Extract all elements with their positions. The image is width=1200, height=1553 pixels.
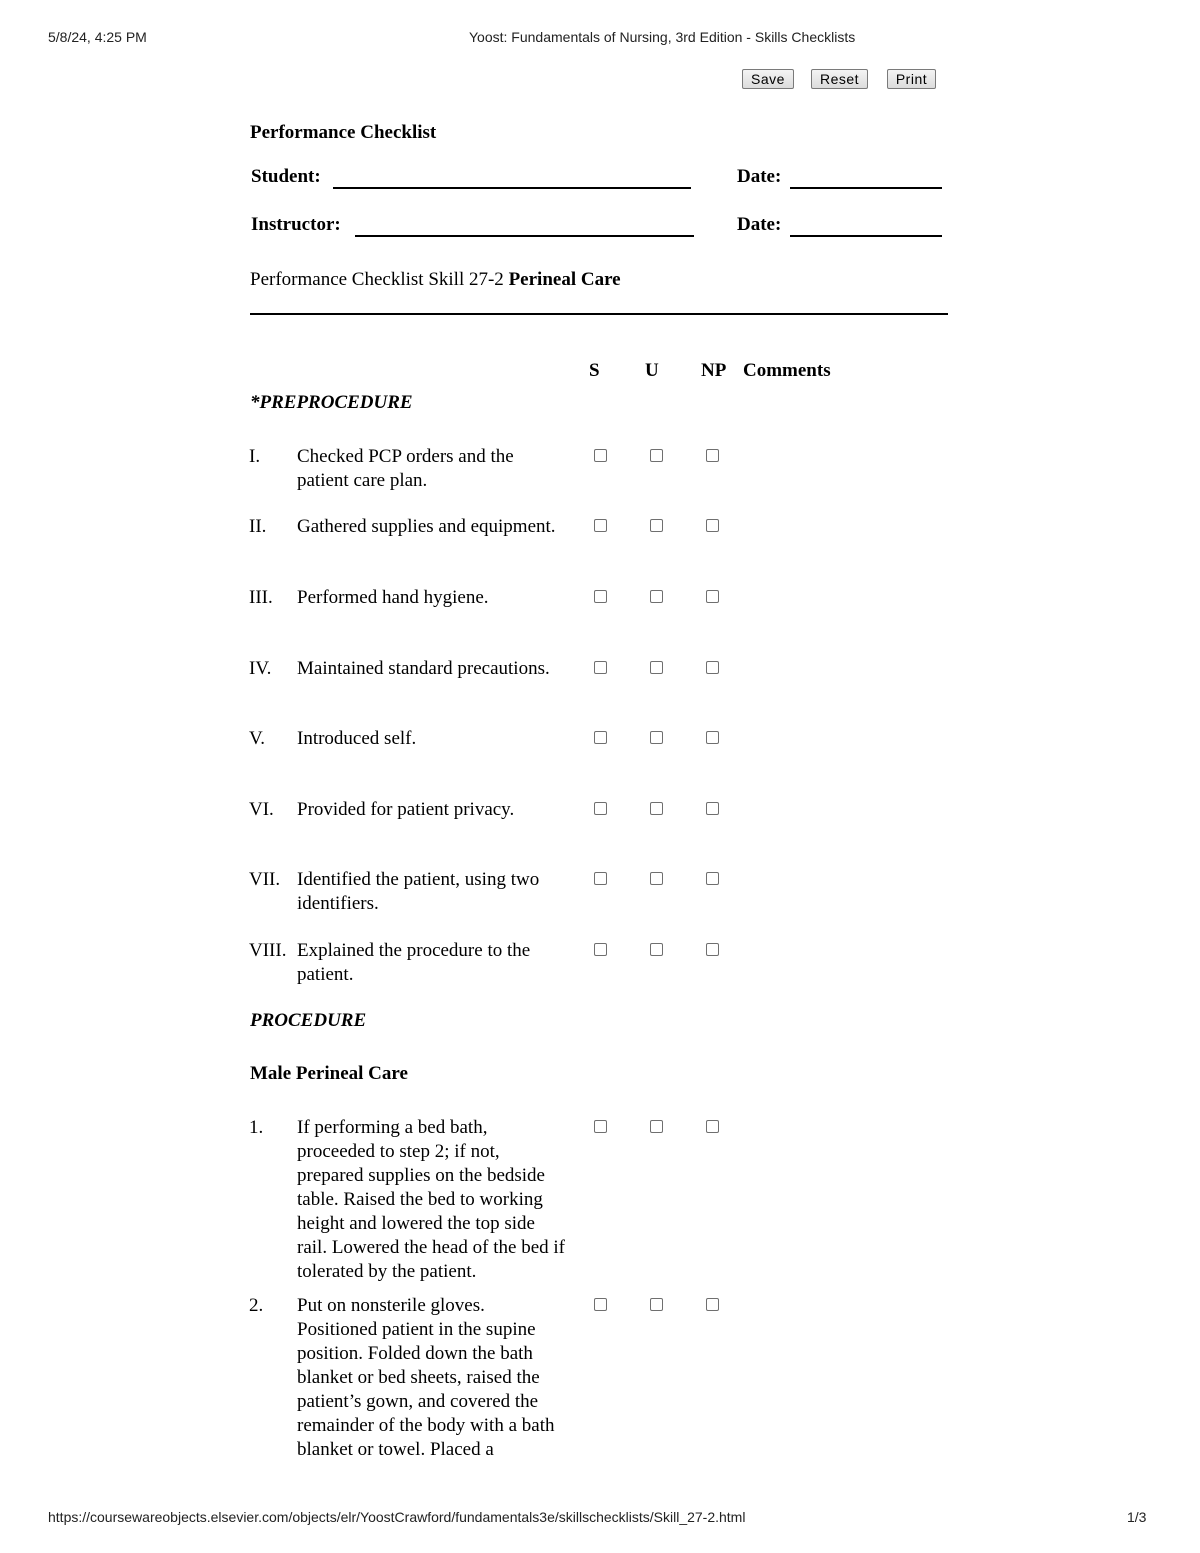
s-checkbox[interactable] [594,872,607,885]
column-np: NP [701,360,727,381]
item-text: Maintained standard precautions. [297,658,550,679]
skill-name: Perineal Care [508,269,621,290]
item-text: If performing a bed bath, proceeded to step 2; if not, prepared supplies on the bedside table. Raised the bed to working height and lowered the top side rail. Lowered the head of the bed if tolerated by the patient. [297,1117,565,1282]
column-s: S [589,360,600,381]
item-text: Gathered supplies and equipment. [297,516,556,537]
reset-button[interactable]: Reset [811,69,868,89]
item-number: III. [249,587,273,608]
np-checkbox[interactable] [706,872,719,885]
item-number: VII. [249,869,281,890]
u-checkbox[interactable] [650,802,663,815]
print-timestamp: 5/8/24, 4:25 PM [48,29,147,45]
item-number: IV. [249,658,272,679]
item-number: VI. [249,799,274,820]
item-text: Put on nonsterile gloves. Positioned patient in the supine position. Folded down the bath blanket or bed sheets, raised the patient’s gown, and covered the remainder of the body with a bath blanket or towel. Placed a [297,1295,555,1460]
item-text: Provided for patient privacy. [297,799,515,820]
section-procedure: PROCEDURE [250,1010,367,1031]
student-date-label: Date: [737,166,782,187]
np-checkbox[interactable] [706,943,719,956]
item-number: I. [249,446,261,467]
item-text: Explained the procedure to the patient. [297,940,531,985]
u-checkbox[interactable] [650,1120,663,1133]
np-checkbox[interactable] [706,519,719,532]
s-checkbox[interactable] [594,1120,607,1133]
np-checkbox[interactable] [706,731,719,744]
np-checkbox[interactable] [706,661,719,674]
np-checkbox[interactable] [706,1120,719,1133]
print-button[interactable]: Print [887,69,936,89]
item-text: Introduced self. [297,728,417,749]
item-number: VIII. [249,940,287,961]
item-number: 1. [249,1117,264,1138]
column-comments: Comments [743,360,831,381]
s-checkbox[interactable] [594,449,607,462]
u-checkbox[interactable] [650,731,663,744]
u-checkbox[interactable] [650,661,663,674]
s-checkbox[interactable] [594,731,607,744]
checklist-title: Performance Checklist [250,122,437,143]
column-u: U [645,360,659,381]
item-number: 2. [249,1295,264,1316]
student-label: Student: [251,166,321,187]
item-text: Performed hand hygiene. [297,587,489,608]
skill-heading [250,269,621,291]
save-button[interactable]: Save [742,69,794,89]
section-preprocedure: *PREPROCEDURE [250,392,413,413]
page-title: Yoost: Fundamentals of Nursing, 3rd Edition - Skills Checklists [469,29,856,45]
item-number: V. [249,728,266,749]
student-date-field[interactable] [790,187,942,189]
skill-prefix: Performance Checklist Skill 27-2 [250,269,504,290]
u-checkbox[interactable] [650,519,663,532]
item-number: II. [249,516,267,537]
item-text: Identified the patient, using two identifiers. [297,869,540,914]
u-checkbox[interactable] [650,590,663,603]
subsection-male-perineal-care: Male Perineal Care [250,1063,408,1084]
np-checkbox[interactable] [706,802,719,815]
np-checkbox[interactable] [706,449,719,462]
np-checkbox[interactable] [706,590,719,603]
header-divider [250,313,948,315]
instructor-field[interactable] [355,235,694,237]
instructor-date-field[interactable] [790,235,942,237]
instructor-label: Instructor: [251,214,341,235]
item-text: Checked PCP orders and the patient care plan. [297,446,514,491]
s-checkbox[interactable] [594,661,607,674]
student-field[interactable] [333,187,691,189]
u-checkbox[interactable] [650,449,663,462]
s-checkbox[interactable] [594,802,607,815]
s-checkbox[interactable] [594,1298,607,1311]
u-checkbox[interactable] [650,1298,663,1311]
page-number: 1/3 [1127,1509,1147,1525]
page-url: https://coursewareobjects.elsevier.com/objects/elr/YoostCrawford/fundamentals3e/skillschecklists/Skill_27-2.html [48,1509,746,1525]
u-checkbox[interactable] [650,943,663,956]
s-checkbox[interactable] [594,943,607,956]
instructor-date-label: Date: [737,214,782,235]
s-checkbox[interactable] [594,590,607,603]
np-checkbox[interactable] [706,1298,719,1311]
u-checkbox[interactable] [650,872,663,885]
s-checkbox[interactable] [594,519,607,532]
